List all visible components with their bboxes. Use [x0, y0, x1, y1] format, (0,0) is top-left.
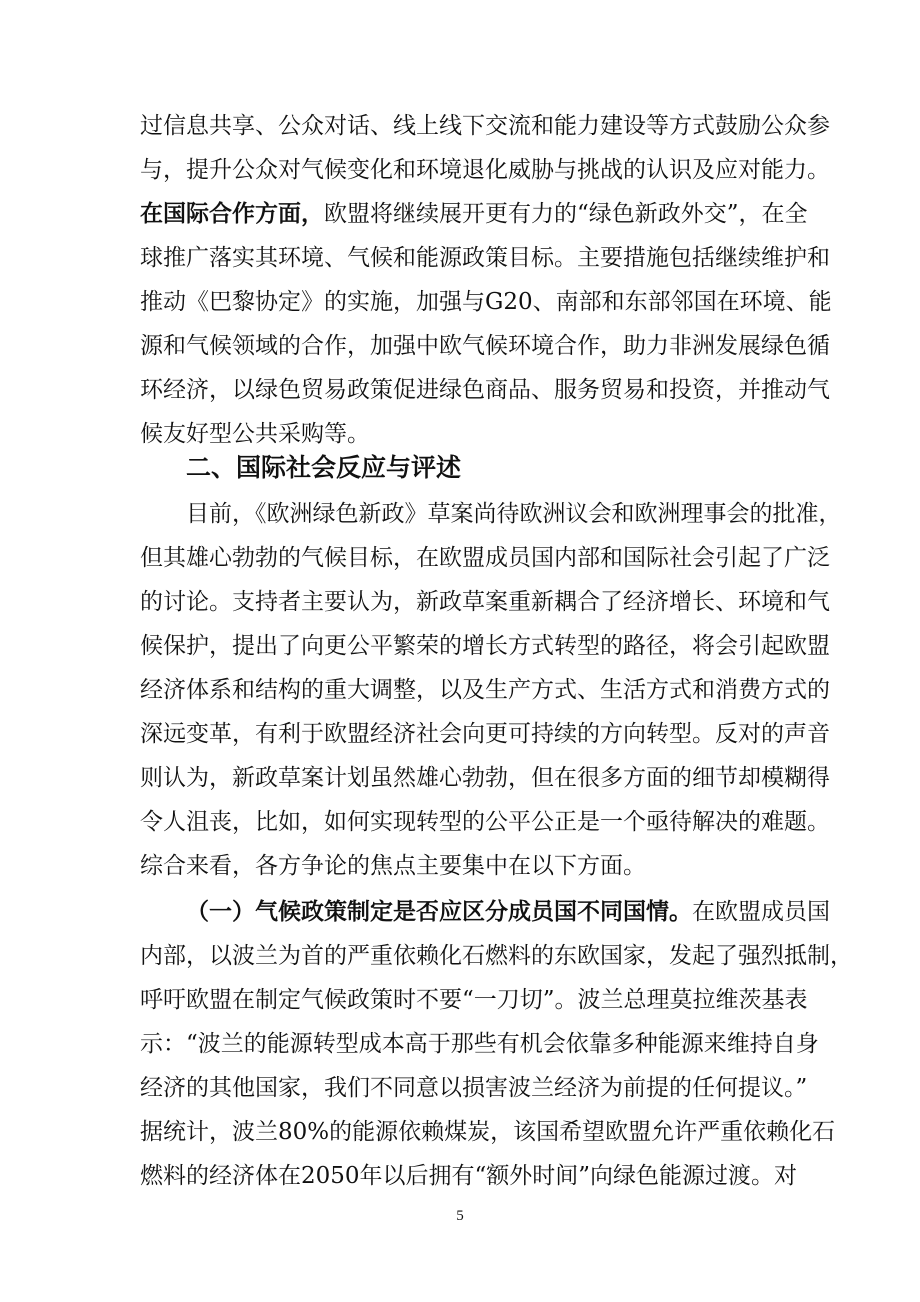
paragraph-line: 据统计，波兰80%的能源依赖煤炭，该国希望欧盟允许严重依赖化石 [140, 1119, 836, 1145]
intl-coop-first-rest: 欧盟将继续展开更有力的“绿色新政外交”，在全 [324, 201, 808, 227]
sub-first-rest: 在欧盟成员国 [692, 899, 830, 925]
paragraph-line: 经济体系和结构的重大调整，以及生产方式、生活方式和消费方式的 [140, 677, 830, 703]
paragraph-line: 环经济，以绿色贸易政策促进绿色商品、服务贸易和投资，并推动气 [140, 377, 830, 403]
paragraph-line: 目前，《欧洲绿色新政》草案尚待欧洲议会和欧洲理事会的批准， [186, 501, 842, 527]
paragraph-line: 与，提升公众对气候变化和环境退化威胁与挑战的认识及应对能力。 [140, 157, 830, 183]
paragraph-line [186, 892, 830, 932]
sub-heading: （一）气候政策制定是否应区分成员国不同国情。 [186, 899, 692, 925]
section-heading: 二、国际社会反应与评述 [186, 453, 462, 482]
paragraph-line: 深远变革，有利于欧盟经济社会向更可持续的方向转型。反对的声音 [140, 721, 830, 747]
paragraph-line: 源和气候领域的合作，加强中欧气候环境合作，助力非洲发展绿色循 [140, 333, 830, 359]
paragraph-line: 过信息共享、公众对话、线上线下交流和能力建设等方式鼓励公众参 [140, 113, 830, 139]
paragraph-line: 的讨论。支持者主要认为，新政草案重新耦合了经济增长、环境和气 [140, 589, 830, 615]
paragraph-line: 综合来看，各方争论的焦点主要集中在以下方面。 [140, 853, 646, 879]
paragraph-line: 球推广落实其环境、气候和能源政策目标。主要措施包括继续维护和 [140, 245, 830, 271]
page-number: 5 [456, 1208, 464, 1224]
paragraph-line: 推动《巴黎协定》的实施，加强与G20、南部和东部邻国在环境、能 [140, 289, 832, 315]
paragraph-line: 候友好型公共采购等。 [140, 421, 370, 447]
paragraph-line: 候保护，提出了向更公平繁荣的增长方式转型的路径，将会引起欧盟 [140, 633, 830, 659]
paragraph-line: 燃料的经济体在2050年以后拥有“额外时间”向绿色能源过渡。对 [140, 1163, 798, 1189]
paragraph-line: 呼吁欧盟在制定气候政策时不要“一刀切”。波兰总理莫拉维茨基表 [140, 987, 808, 1013]
paragraph-line: 经济的其他国家，我们不同意以损害波兰经济为前提的任何提议。” [140, 1075, 808, 1101]
paragraph-line [140, 194, 808, 234]
paragraph-line: 则认为，新政草案计划虽然雄心勃勃，但在很多方面的细节却模糊得 [140, 765, 830, 791]
intl-coop-lead: 在国际合作方面， [140, 201, 324, 227]
paragraph-line: 但其雄心勃勃的气候目标，在欧盟成员国内部和国际社会引起了广泛 [140, 545, 830, 571]
paragraph-line: 内部，以波兰为首的严重依赖化石燃料的东欧国家，发起了强烈抵制， [140, 943, 853, 969]
paragraph-line: 示：“波兰的能源转型成本高于那些有机会依靠多种能源来维持自身 [140, 1031, 819, 1057]
paragraph-line: 令人沮丧，比如，如何实现转型的公平公正是一个亟待解决的难题。 [140, 809, 830, 835]
